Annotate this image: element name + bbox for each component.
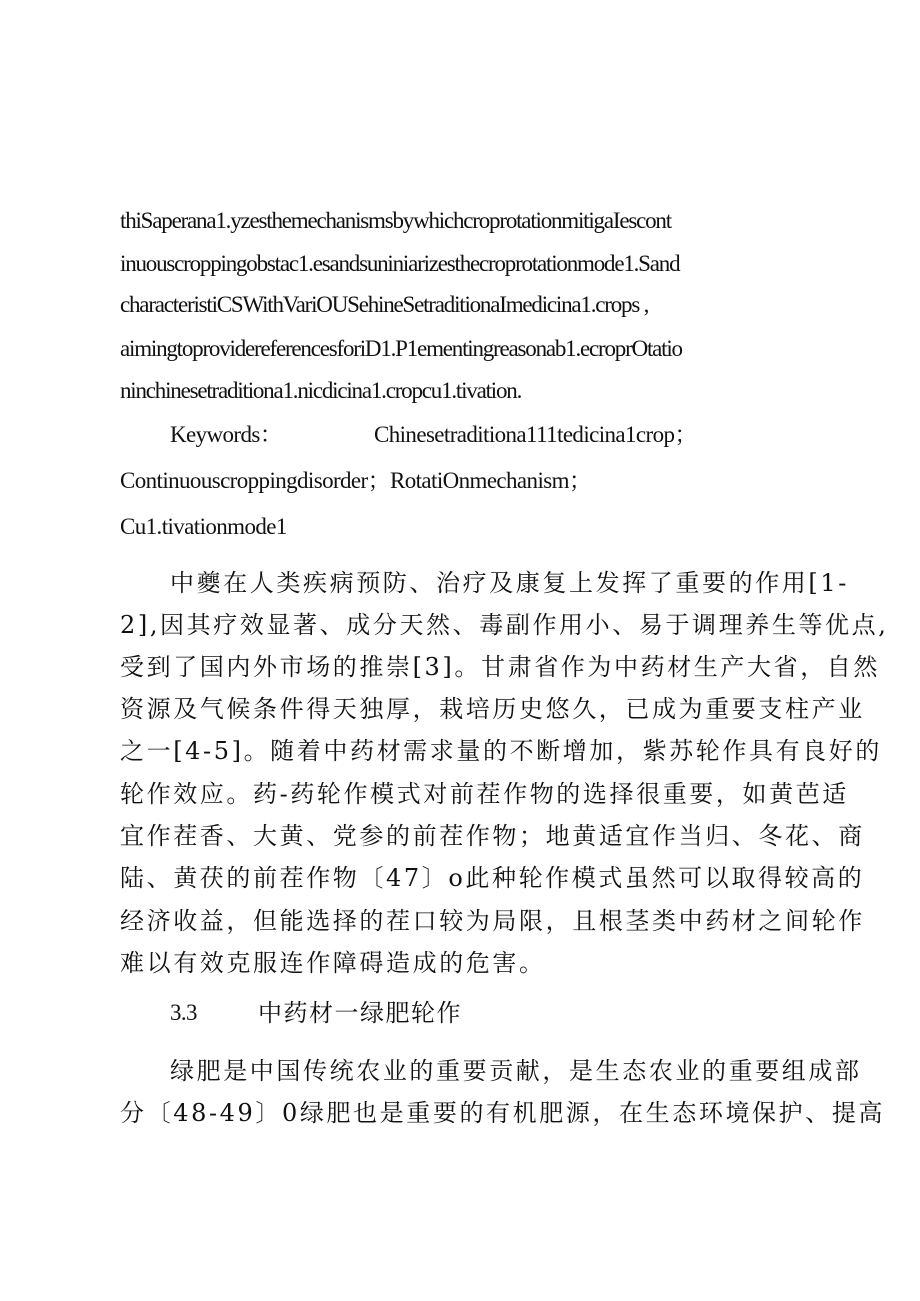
body-line: 宜作茬香、大黄、党参的前茬作物；地黄适宜作当归、冬花、商 bbox=[120, 822, 865, 850]
body-line: 轮作效应。药-药轮作模式对前茬作物的选择很重要，如黄芭适 bbox=[120, 780, 849, 808]
body-line: 2],因其疗效显著、成分天然、毒副作用小、易于调理养生等优点, bbox=[120, 611, 889, 639]
keywords-line: Chinesetraditiona111tedicina1crop； bbox=[374, 422, 697, 447]
body-line: 受到了国内外市场的推崇[3]。甘肃省作为中药材生产大省，自然 bbox=[120, 653, 880, 681]
body-line: 之一[4-5]。随着中药材需求量的不断增加，紫苏轮作具有良好的 bbox=[120, 737, 882, 765]
body-line: 经济收益，但能选择的茬口较为局限，且根茎类中药材之间轮作 bbox=[120, 907, 865, 935]
section-line: 绿肥是中国传统农业的重要贡献，是生态农业的重要组成部 bbox=[170, 1057, 862, 1085]
abstract-line: ninchinesetraditiona1.nicdicina1.cropcu1.tivation. bbox=[120, 378, 522, 403]
abstract-line: characteristiCSWithVariOUSehineSetraditionaImedicina1.crops , bbox=[120, 292, 649, 317]
abstract-line: inuouscroppingobstac1.esandsuniniarizesthecroprotationmode1.Sand bbox=[120, 251, 680, 276]
keywords-line: Continuouscroppingdisorder；RotatiOnmechanism； bbox=[120, 468, 592, 493]
body-line: 中夔在人类疾病预防、治疗及康复上发挥了重要的作用[1- bbox=[170, 569, 849, 597]
section-number: 3.3 bbox=[170, 1000, 197, 1025]
keywords-label: Keywords： bbox=[170, 422, 283, 447]
body-line: 资源及气候条件得天独厚，栽培历史悠久，已成为重要支柱产业 bbox=[120, 695, 865, 723]
section-line: 分〔48-49〕0绿肥也是重要的有机肥源，在生态环境保护、提高 bbox=[120, 1099, 886, 1127]
body-line: 陆、黄茯的前茬作物〔47〕o此种轮作模式虽然可以取得较高的 bbox=[120, 864, 865, 892]
body-line: 难以有效克服连作障碍造成的危害。 bbox=[120, 949, 546, 977]
abstract-line: thiSaperana1.yzesthemechanismsbywhichcroprotationmitigaIescont bbox=[120, 208, 671, 233]
keywords-line: Cu1.tivationmode1 bbox=[120, 514, 287, 539]
abstract-line: aimingtoprovidereferencesforiD1.P1ementingreasonab1.ecroprOtatio bbox=[120, 336, 682, 361]
section-title: 中药材一绿肥轮作 bbox=[258, 999, 462, 1027]
